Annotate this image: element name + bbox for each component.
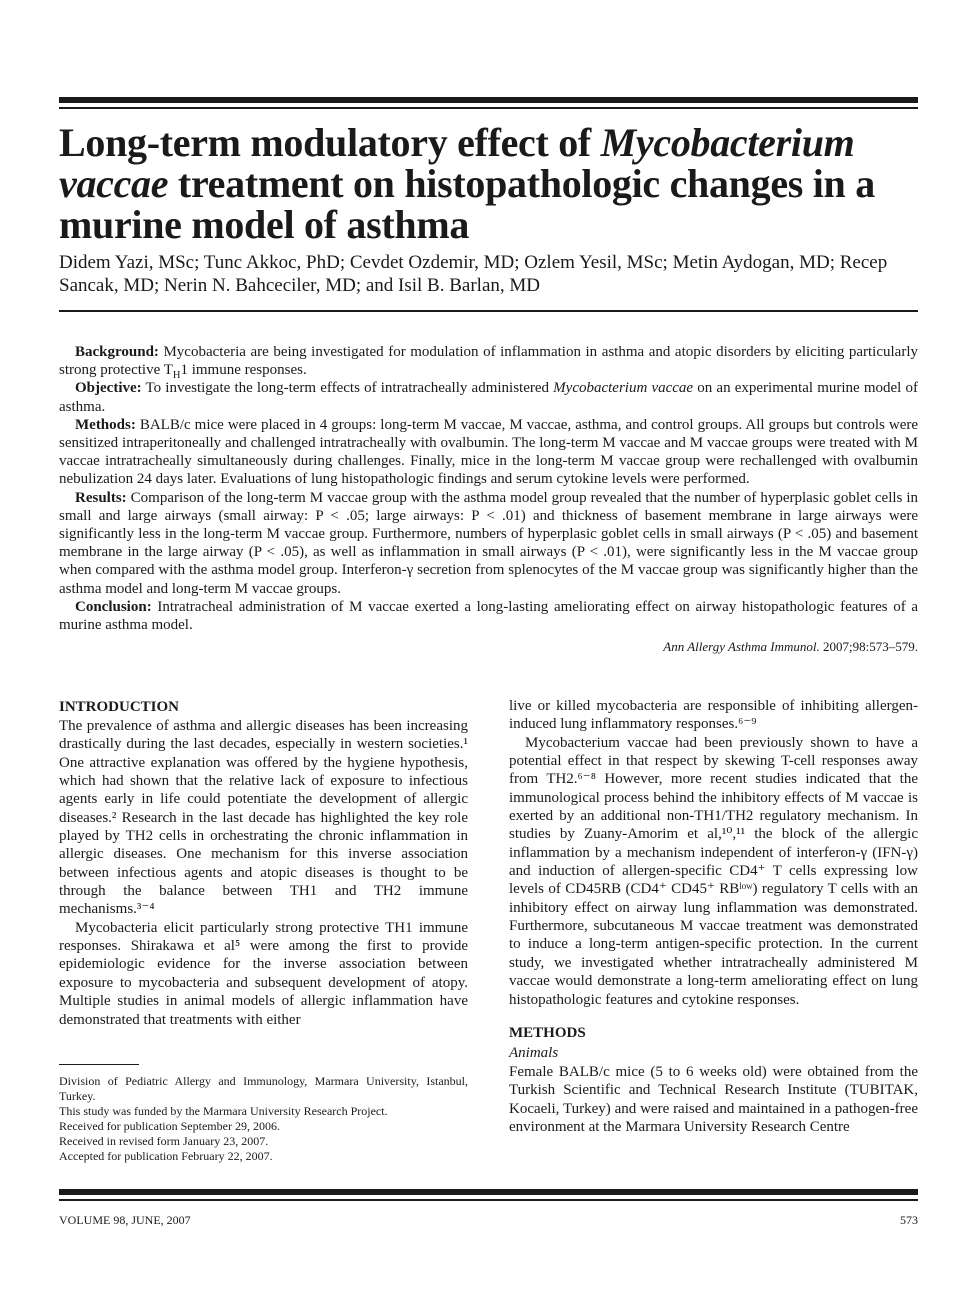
introduction-paragraph-2: Mycobacteria elicit particularly strong protective TH1 immune responses. Shirakawa et al⁵ were among the first to provide epidemiologic evidence for the inverse association between exposure to mycobacteria and subsequent development of atopy. Multiple studies in animal models of allergic inflammation have demonstrated that treatments with either	[59, 919, 468, 1028]
title-part2: treatment on histopathologic changes in a murine model of asthma	[59, 161, 875, 247]
footnote-revised: Received in revised form January 23, 2007.	[59, 1134, 269, 1148]
top-rule-thick	[59, 97, 918, 103]
abstract-top-rule	[59, 310, 918, 312]
introduction-heading: INTRODUCTION	[59, 699, 180, 715]
methods-heading: METHODS	[509, 1024, 586, 1041]
objective-species: Mycobacterium vaccae	[553, 380, 694, 397]
introduction-paragraph-3: live or killed mycobacteria are responsible of inhibiting allergen-induced lung inflammatory responses.⁶⁻⁹	[509, 698, 918, 733]
citation-ref: 2007;98:573–579.	[819, 639, 918, 655]
citation-journal: Ann Allergy Asthma Immunol.	[663, 639, 820, 655]
footer-volume: VOLUME 98, JUNE, 2007	[59, 1213, 191, 1227]
objective-label: Objective:	[75, 380, 142, 397]
footnote-affiliation: Division of Pediatric Allergy and Immunology, Marmara University, Istanbul, Turkey.	[59, 1074, 468, 1103]
introduction-paragraph-1: The prevalence of asthma and allergic diseases has been increasing drastically during the last decades, especially in western societies.¹ One attractive explanation was offered by the hygiene hypothesis, which had shown that the relative lack of exposure to infectious agents early in life could potentiate the development of allergic diseases.² Research in the last decade has highlighted the key role played by TH2 cells in orchestrating the chronic inflammation in allergic diseases. One mechanism for this inverse association between infectious agents and atopic diseases is thought to be through the balance between TH1 and TH2 immune mechanisms.³⁻⁴	[59, 718, 468, 918]
introduction-paragraph-4: Mycobacterium vaccae had been previously shown to have a potential effect in that respect by skewing T-cell responses away from TH2.⁶⁻⁸ However, more recent studies indicated that the immunological process behind the inhibitory effects of M vaccae is exerted by an additional non-TH1/TH2 regulatory mechanism. In studies by Zuany-Amorim et al,¹⁰,¹¹ the block of the allergic inflammation by a mechanism independent of interferon-γ (IFN-γ) and induction of allergen-specific CD4⁺ T cells expressing low levels of CD45RB (CD4⁺ CD45⁺ RBˡᵒʷ) regulatory T cells with an inhibitory effect on airway lung inflammation was demonstrated. Furthermore, subcutaneous M vaccae treatment was demonstrated to induce a long-term antigen-specific protection. In the current study, we investigated whether intratracheally administered M vaccae would demonstrate a long-term ameliorating effect on lung histopathologic features and cytokine responses.	[509, 734, 918, 1008]
abstract-conclusion	[59, 598, 918, 634]
footnote-rule	[59, 1064, 139, 1065]
abstract-methods	[59, 416, 918, 489]
methods-paragraph-1: Female BALB/c mice (5 to 6 weeks old) were obtained from the Turkish Scientific and Technical Research Institute (TUBITAK, Kocaeli, Turkey) and were raised and maintained in a pathogen-free environment at the Marmara University Research Centre	[509, 1063, 918, 1135]
abstract-objective	[59, 379, 918, 415]
footnotes	[59, 1064, 468, 1164]
background-text-a: Mycobacteria are being investigated for modulation of inflammation in asthma and atopic disorders by eliciting particularly strong protective T	[59, 344, 918, 379]
footer-page-number: 573	[900, 1213, 918, 1227]
abstract-results	[59, 489, 918, 598]
left-column	[59, 697, 468, 1029]
footnote-funding: This study was funded by the Marmara University Research Project.	[59, 1104, 388, 1118]
citation	[59, 638, 918, 656]
top-rule-thin	[59, 107, 918, 109]
abstract-background	[59, 343, 918, 382]
footnote-accepted: Accepted for publication February 22, 2007.	[59, 1149, 273, 1163]
title-part1: Long-term modulatory effect of	[59, 120, 601, 165]
bottom-rule-thin	[59, 1199, 918, 1201]
conclusion-label: Conclusion:	[75, 598, 152, 615]
objective-text-b: on an experimental murine model of asthma.	[59, 380, 918, 415]
background-sub: H	[172, 370, 181, 382]
author-list: Didem Yazi, MSc; Tunc Akkoc, PhD; Cevdet Ozdemir, MD; Ozlem Yesil, MSc; Metin Aydogan, MD; Recep Sancak, MD; Nerin N. Bahceciler, MD; and Isil B. Barlan, MD	[59, 252, 888, 296]
right-column	[509, 697, 918, 1136]
background-label: Background:	[75, 344, 159, 360]
results-text: Comparison of the long-term M vaccae group with the asthma model group revealed that the number of hyperplasic goblet cells in small and large airways (small airway: P < .05; large airways: P < .01) and thickness of basement membrane in large airways were significantly less in the long-term M vaccae group. Furthermore, numbers of hyperplasic goblet cells in small airways (P < .05) and basement membrane in the large airway (P < .05), as well as inflammation in small airways (P < .01), were significantly less in the M vaccae group when compared with the asthma model group. Interferon-γ secretion from splenocytes of the M vaccae group was significantly higher than the asthma model and long-term M vaccae groups.	[59, 489, 919, 597]
background-text-b: 1 immune responses.	[180, 362, 307, 379]
animals-subheading: Animals	[509, 1044, 559, 1061]
footnote-received: Received for publication September 29, 2006.	[59, 1119, 280, 1133]
bottom-rule-thick	[59, 1189, 918, 1195]
objective-text-a: To investigate the long-term effects of intratracheally administered	[145, 380, 554, 397]
results-label: Results:	[75, 489, 127, 506]
abstract	[59, 343, 918, 656]
title-species: Mycobacterium vaccae	[59, 120, 855, 206]
conclusion-text: Intratracheal administration of M vaccae exerted a long-lasting ameliorating effect on airway histopathologic features of a murine asthma model.	[59, 598, 918, 634]
methods-label: Methods:	[75, 416, 136, 433]
methods-text: BALB/c mice were placed in 4 groups: long-term M vaccae, M vaccae, asthma, and control groups. All groups but controls were sensitized intraperitoneally and challenged intratracheally with ovalbumin. The long-term M vaccae and M vaccae groups were treated with M vaccae intratracheally simultaneously during challenges. Finally, mice in the long-term M vaccae group were rechallenged with ovalbumin nebulization 24 days later. Evaluations of lung histopathologic findings and serum cytokine levels were performed.	[59, 416, 919, 488]
article-title	[59, 122, 929, 245]
